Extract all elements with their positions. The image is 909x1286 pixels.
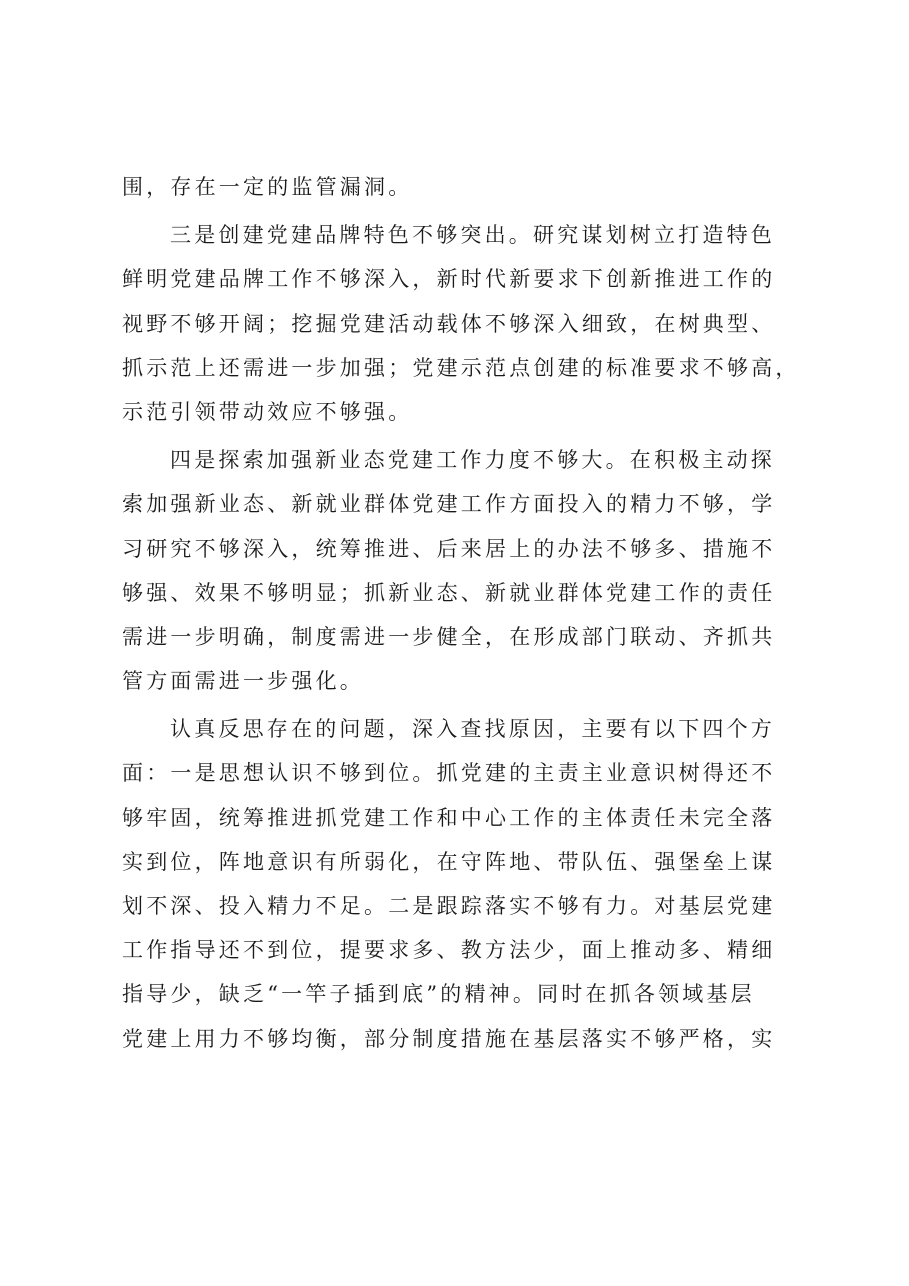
- text-line: 工作指导还不到位，提要求多、教方法少，面上推动多、精细: [122, 938, 776, 963]
- paragraph-start-line: 认真反思存在的问题，深入查找原因，主要有以下四个方: [170, 717, 775, 742]
- text-line: 面：一是思想认识不够到位。抓党建的主责主业意识树得还不: [122, 761, 776, 786]
- text-line: 实到位，阵地意识有所弱化，在守阵地、带队伍、强堡垒上谋: [122, 849, 776, 874]
- text-line: 管方面需进一步强化。: [122, 669, 364, 694]
- text-line: 指导少，缺乏“一竿子插到底”的精神。同时在抓各领域基层: [122, 982, 755, 1007]
- text-line: 够牢固，统筹推进抓党建工作和中心工作的主体责任未完全落: [122, 805, 776, 830]
- text-line: 鲜明党建品牌工作不够深入，新时代新要求下创新推进工作的: [122, 267, 776, 292]
- text-line: 划不深、投入精力不足。二是跟踪落实不够有力。对基层党建: [122, 894, 776, 918]
- text-line: 够强、效果不够明显；抓新业态、新就业群体党建工作的责任: [122, 580, 776, 605]
- text-line: 习研究不够深入，统筹推进、后来居上的办法不够多、措施不: [122, 536, 776, 561]
- text-line: 需进一步明确，制度需进一步健全，在形成部门联动、齐抓共: [122, 624, 776, 649]
- text-line: 围，存在一定的监管漏洞。: [122, 175, 413, 199]
- paragraph-start-line: 三是创建党建品牌特色不够突出。研究谋划树立打造特色: [170, 223, 775, 248]
- text-line: 党建上用力不够均衡，部分制度措施在基层落实不够严格，实: [122, 1026, 776, 1051]
- document-body: [122, 165, 802, 1061]
- text-line: 索加强新业态、新就业群体党建工作方面投入的精力不够，学: [122, 492, 776, 517]
- text-line: 示范引领带动效应不够强。: [122, 399, 413, 424]
- text-line: 抓示范上还需进一步加强；党建示范点创建的标准要求不够高，: [122, 355, 800, 380]
- text-line: 视野不够开阔；挖掘党建活动载体不够深入细致，在树典型、: [122, 311, 776, 336]
- paragraph-start-line: 四是探索加强新业态党建工作力度不够大。在积极主动探: [170, 448, 775, 473]
